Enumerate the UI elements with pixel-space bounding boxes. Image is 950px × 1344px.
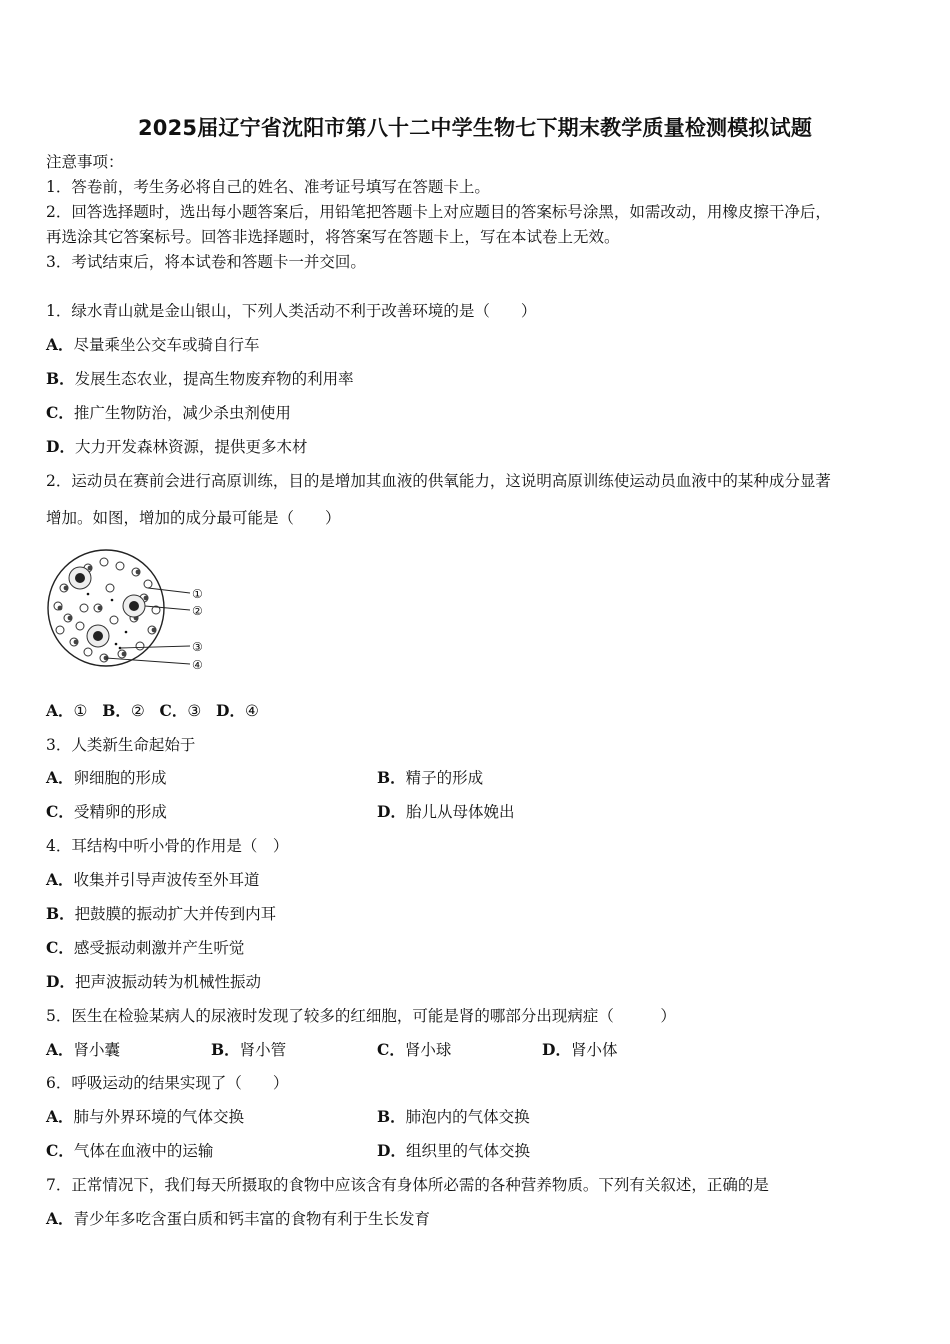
- q5-option-b[interactable]: [211, 1040, 286, 1060]
- label-2: ②: [192, 604, 203, 618]
- q2-options: [46, 701, 259, 721]
- option-text: 收集并引导声波传至外耳道: [73, 871, 260, 889]
- option-text: 推广生物防治，减少杀虫剂使用: [73, 404, 291, 422]
- q3-option-b[interactable]: [377, 768, 483, 788]
- q4-stem: 4．耳结构中听小骨的作用是（ ）: [46, 837, 289, 855]
- q4-option-d[interactable]: [46, 972, 261, 992]
- q5-option-d[interactable]: [542, 1040, 617, 1060]
- q1-stem: 1．绿水青山就是金山银山，下列人类活动不利于改善环境的是（ ）: [46, 302, 537, 320]
- q4-option-b[interactable]: [46, 904, 276, 924]
- q2-stem-line-2: 增加。如图，增加的成分最可能是（ ）: [46, 509, 341, 527]
- option-letter: D．: [377, 802, 406, 821]
- notice-heading: 注意事项：: [46, 153, 124, 171]
- q1-option-a[interactable]: [46, 335, 260, 355]
- option-letter: A．: [46, 701, 74, 720]
- label-3: ③: [192, 640, 203, 654]
- option-text: 肾小球: [404, 1041, 452, 1059]
- option-text: 组织里的气体交换: [405, 1142, 530, 1160]
- label-1: ①: [192, 587, 203, 601]
- option-text: ④: [245, 702, 259, 720]
- option-letter: C．: [46, 802, 74, 821]
- q6-stem: 6．呼吸运动的结果实现了（ ）: [46, 1074, 289, 1092]
- q2-option-c[interactable]: [160, 702, 202, 720]
- option-letter: B．: [46, 369, 75, 388]
- option-letter: C．: [46, 1141, 74, 1160]
- option-text: 气体在血液中的运输: [73, 1142, 214, 1160]
- option-letter: D．: [542, 1040, 571, 1059]
- option-letter: A．: [46, 1040, 74, 1059]
- q2-option-d[interactable]: [216, 702, 259, 720]
- q7-option-a[interactable]: [46, 1209, 430, 1229]
- option-letter: D．: [46, 437, 75, 456]
- option-letter: B．: [377, 1107, 406, 1126]
- option-letter: C．: [46, 403, 74, 422]
- option-text: 肾小体: [570, 1041, 618, 1059]
- option-text: 精子的形成: [405, 769, 484, 787]
- option-text: 受精卵的形成: [73, 803, 167, 821]
- option-text: 青少年多吃含蛋白质和钙丰富的食物有利于生长发育: [73, 1210, 431, 1228]
- option-letter: A．: [46, 768, 74, 787]
- option-letter: D．: [216, 701, 245, 720]
- option-text: 肾小囊: [73, 1041, 121, 1059]
- option-letter: C．: [46, 938, 74, 957]
- option-text: 感受振动刺激并产生听觉: [73, 939, 245, 957]
- label-4: ④: [192, 658, 203, 672]
- q5-option-a[interactable]: [46, 1040, 120, 1060]
- q5-option-c[interactable]: [377, 1040, 451, 1060]
- option-text: ②: [130, 702, 145, 720]
- option-letter: D．: [377, 1141, 406, 1160]
- option-letter: B．: [211, 1040, 240, 1059]
- q3-option-d[interactable]: [377, 802, 514, 822]
- option-letter: D．: [46, 972, 75, 991]
- option-letter: A．: [46, 870, 74, 889]
- notice-item-1: 1．答卷前，考生务必将自己的姓名、准考证号填写在答题卡上。: [46, 178, 490, 196]
- option-letter: B．: [102, 701, 131, 720]
- page-title: 2025届辽宁省沈阳市第八十二中学生物七下期末教学质量检测模拟试题: [137, 116, 813, 140]
- q6-option-d[interactable]: [377, 1141, 530, 1161]
- q4-option-c[interactable]: [46, 938, 244, 958]
- q3-option-c[interactable]: [46, 802, 167, 822]
- notice-item-2-cont: 再选涂其它答案标号。回答非选择题时，将答案写在答题卡上，写在本试卷上无效。: [46, 228, 620, 246]
- option-text: 大力开发森林资源，提供更多木材: [74, 438, 308, 456]
- option-text: 把鼓膜的振动扩大并传到内耳: [74, 905, 277, 923]
- option-text: 肺泡内的气体交换: [405, 1108, 530, 1126]
- option-letter: A．: [46, 1209, 74, 1228]
- option-text: ①: [73, 702, 88, 720]
- q1-option-b[interactable]: [46, 369, 354, 389]
- q6-option-a[interactable]: [46, 1107, 244, 1127]
- option-letter: A．: [46, 1107, 74, 1126]
- q6-option-c[interactable]: [46, 1141, 213, 1161]
- option-letter: A．: [46, 335, 74, 354]
- q7-stem: 7．正常情况下，我们每天所摄取的食物中应该含有身体所必需的各种营养物质。下列有关叙述，正确的是: [46, 1176, 769, 1194]
- option-letter: C．: [159, 701, 188, 720]
- notice-item-2: 2．回答选择题时，选出每小题答案后，用铅笔把答题卡上对应题目的答案标号涂黑，如需改动，用橡皮擦干净后，: [46, 203, 831, 221]
- q4-option-a[interactable]: [46, 870, 260, 890]
- option-text: 发展生态农业，提高生物废弃物的利用率: [74, 370, 354, 388]
- option-text: 尽量乘坐公交车或骑自行车: [73, 336, 260, 354]
- blood-smear-diagram: [44, 548, 216, 678]
- option-text: 把声波振动转为机械性振动: [74, 973, 261, 991]
- option-letter: C．: [377, 1040, 405, 1059]
- option-text: 肾小管: [239, 1041, 287, 1059]
- option-letter: B．: [46, 904, 75, 923]
- option-text: 肺与外界环境的气体交换: [73, 1108, 245, 1126]
- q3-option-a[interactable]: [46, 768, 167, 788]
- option-text: 胎儿从母体娩出: [405, 803, 515, 821]
- q3-stem: 3．人类新生命起始于: [46, 736, 196, 754]
- q1-option-c[interactable]: [46, 403, 291, 423]
- q1-option-d[interactable]: [46, 437, 307, 457]
- option-text: ③: [187, 702, 202, 720]
- option-letter: B．: [377, 768, 406, 787]
- q6-option-b[interactable]: [377, 1107, 530, 1127]
- notice-item-3: 3．考试结束后，将本试卷和答题卡一并交回。: [46, 253, 366, 271]
- q5-stem: 5．医生在检验某病人的尿液时发现了较多的红细胞，可能是肾的哪部分出现病症（ ）: [46, 1007, 676, 1025]
- q2-option-b[interactable]: [102, 702, 145, 720]
- q2-stem-line-1: 2．运动员在赛前会进行高原训练，目的是增加其血液的供氧能力，这说明高原训练使运动员血液中的某种成分显著: [46, 472, 831, 490]
- q2-option-a[interactable]: [46, 702, 87, 720]
- option-text: 卵细胞的形成: [73, 769, 167, 787]
